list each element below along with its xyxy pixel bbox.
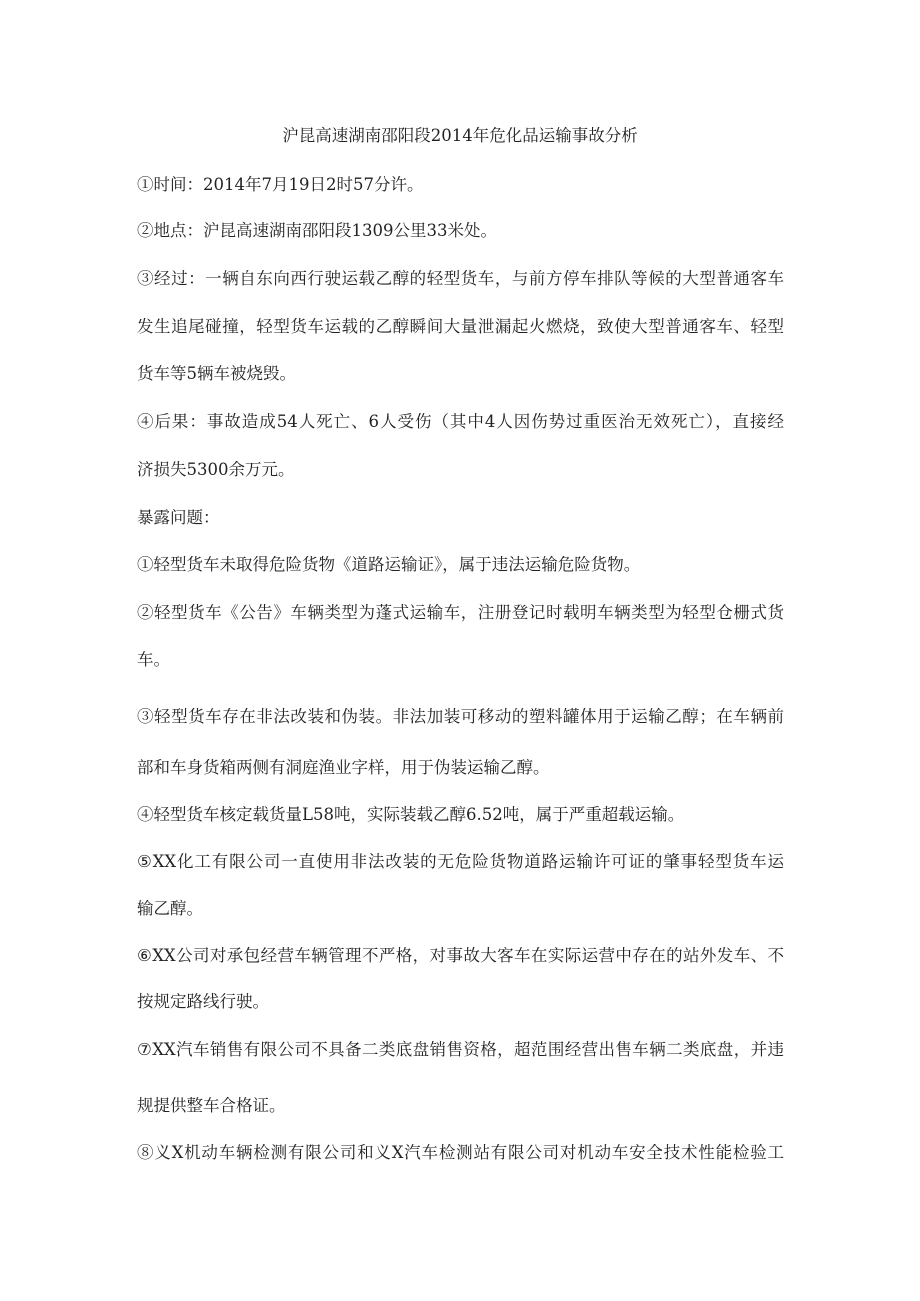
paragraph-line: 发生追尾碰撞，轻型货车运载的乙醇瞬间大量泄漏起火燃烧，致使大型普通客车、轻型 bbox=[137, 317, 784, 336]
paragraph-line: ⑤XX化工有限公司一直使用非法改装的无危险货物道路运输许可证的肇事轻型货车运 bbox=[137, 852, 784, 871]
paragraph-line: ④后果：事故造成54人死亡、6人受伤（其中4人因伤势过重医治无效死亡），直接经 bbox=[137, 412, 784, 431]
document-title: 沪昆高速湖南邵阳段2014年危化品运输事故分析 bbox=[282, 126, 638, 145]
paragraph-line: 按规定路线行驶。 bbox=[137, 992, 269, 1011]
paragraph-line: ⑧义X机动车辆检测有限公司和义X汽车检测站有限公司对机动车安全技术性能检验工 bbox=[137, 1143, 784, 1162]
paragraph-line: 部和车身货箱两侧有洞庭渔业字样，用于伪装运输乙醇。 bbox=[137, 758, 550, 777]
paragraph-line: ②地点：沪昆高速湖南邵阳段1309公里33米处。 bbox=[137, 221, 497, 240]
paragraph-line: ⑦XX汽车销售有限公司不具备二类底盘销售资格，超范围经营出售车辆二类底盘，并违 bbox=[137, 1040, 784, 1059]
paragraph-line: ③轻型货车存在非法改装和伪装。非法加装可移动的塑料罐体用于运输乙醇；在车辆前 bbox=[137, 707, 784, 726]
paragraph-line: ②轻型货车《公告》车辆类型为蓬式运输车，注册登记时载明车辆类型为轻型仓栅式货 bbox=[137, 603, 784, 622]
paragraph-line: 车。 bbox=[137, 650, 170, 669]
section-heading: 暴露问题： bbox=[137, 508, 220, 527]
paragraph-line: 济损失5300余万元。 bbox=[137, 460, 295, 479]
paragraph-line: ⑥XX公司对承包经营车辆管理不严格，对事故大客车在实际运营中存在的站外发车、不 bbox=[137, 946, 784, 965]
paragraph-line: ③经过：一辆自东向西行驶运载乙醇的轻型货车，与前方停车排队等候的大型普通客车 bbox=[137, 269, 784, 288]
paragraph-line: 货车等5辆车被烧毁。 bbox=[137, 364, 296, 383]
paragraph-line: ④轻型货车核定载货量L58吨，实际装载乙醇6.52吨，属于严重超载运输。 bbox=[137, 805, 685, 824]
paragraph-line: 规提供整车合格证。 bbox=[137, 1096, 286, 1115]
paragraph-line: ①轻型货车未取得危险货物《道路运输证》，属于违法运输危险货物。 bbox=[137, 555, 641, 574]
paragraph-line: 输乙醇。 bbox=[137, 899, 203, 918]
paragraph-line: ①时间：2014年7月19日2时57分许。 bbox=[137, 175, 424, 194]
